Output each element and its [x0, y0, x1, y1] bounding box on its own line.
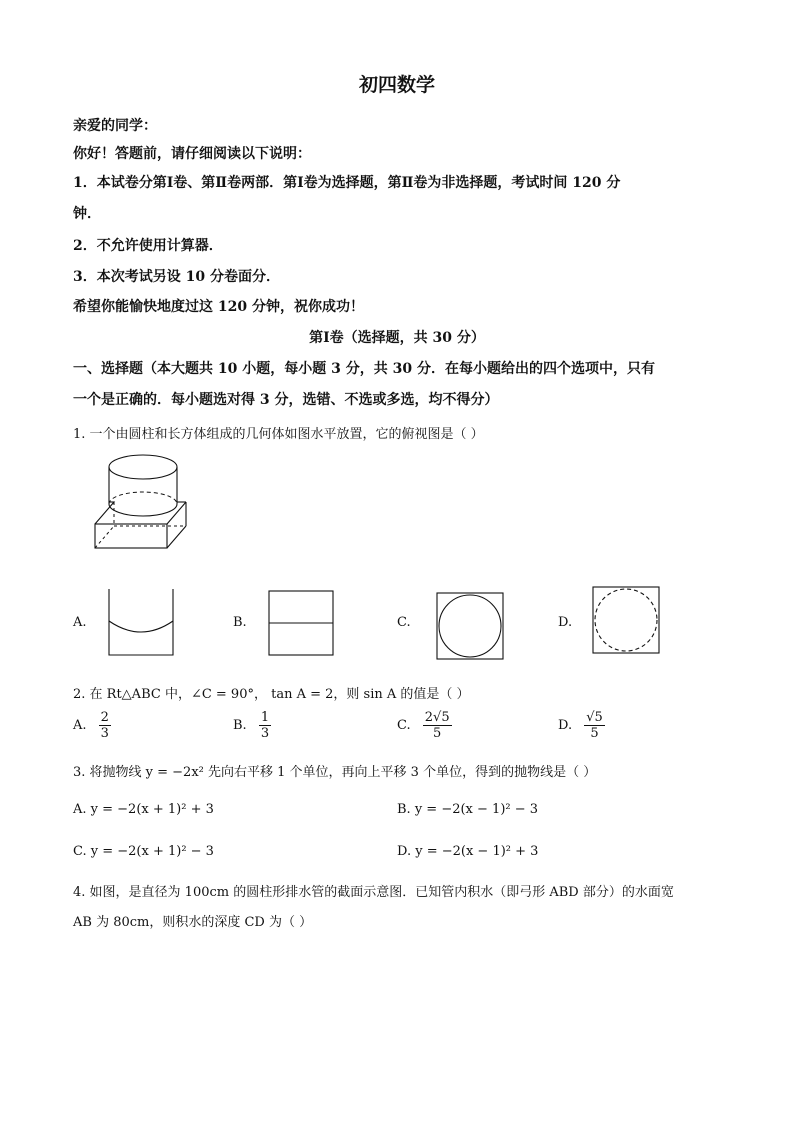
q2-option-b-fraction	[259, 710, 271, 741]
section-instructions-1: 一、选择题（本大题共 10 小题，每小题 3 分，共 30 分．在每小题给出的四个选项中，只有	[73, 361, 655, 377]
q3-stem: 3. 将抛物线 y = −2x² 先向右平移 1 个单位，再向上平移 3 个单位，得到的抛物线是（ ）	[73, 765, 597, 780]
q1-solid-figure	[90, 452, 200, 552]
q2-option-d-fraction	[584, 710, 605, 741]
q2-b-denominator: 3	[260, 726, 270, 741]
rule-3: 3．本次考试另设 10 分卷面分．	[73, 269, 280, 285]
q3-option-c[interactable]: C. y = −2(x + 1)² − 3	[73, 844, 214, 859]
q2-option-a[interactable]	[73, 710, 111, 741]
q1-option-c-figure[interactable]	[436, 592, 504, 660]
page-title: 初四数学	[358, 74, 435, 96]
greeting: 亲爱的同学：	[73, 118, 157, 134]
q2-b-numerator: 1	[260, 710, 270, 725]
q3-option-b[interactable]: B. y = −2(x − 1)² − 3	[397, 802, 539, 817]
q2-stem: 2. 在 Rt△ABC 中，∠C = 90°， tan A = 2，则 sin A 的值是（ ）	[73, 687, 470, 702]
q2-option-d[interactable]	[558, 710, 605, 741]
q2-a-numerator: 2	[100, 710, 109, 725]
q1-option-a-figure[interactable]	[108, 588, 174, 656]
q1-stem: 1. 一个由圆柱和长方体组成的几何体如图水平放置，它的俯视图是（ ）	[73, 427, 484, 442]
q2-option-c[interactable]	[397, 710, 452, 741]
q2-option-b[interactable]	[233, 710, 271, 741]
q2-option-c-fraction	[423, 710, 452, 741]
q3-option-a[interactable]: A. y = −2(x + 1)² + 3	[73, 802, 214, 817]
q1-option-d-label[interactable]: D.	[558, 615, 573, 630]
q2-c-denominator: 5	[433, 726, 442, 741]
q1-option-b-figure[interactable]	[268, 590, 334, 656]
section-instructions-2: 一个是正确的．每小题选对得 3 分，选错、不选或多选，均不得分）	[73, 392, 499, 408]
q2-d-denominator: 5	[590, 726, 599, 741]
q1-option-b-label[interactable]: B.	[233, 615, 247, 630]
q1-option-c-label[interactable]: C.	[397, 615, 411, 630]
rule-2: 2．不允许使用计算器．	[73, 238, 223, 254]
q2-a-denominator: 3	[100, 726, 109, 741]
q1-option-a-label[interactable]: A.	[73, 615, 87, 630]
q2-c-numerator: 2√5	[424, 710, 450, 725]
wish: 希望你能愉快地度过这 120 分钟，祝你成功！	[73, 299, 364, 315]
q2-option-a-fraction	[99, 710, 111, 741]
q2-option-a-label: A.	[73, 718, 87, 733]
q4-stem-line-2: AB 为 80cm，则积水的深度 CD 为（ ）	[73, 915, 313, 930]
q2-option-d-label: D.	[558, 718, 573, 733]
q2-option-b-label: B.	[233, 718, 247, 733]
section-heading: 第Ⅰ卷（选择题，共 30 分）	[309, 330, 485, 346]
q4-stem-line-1: 4. 如图，是直径为 100cm 的圆柱形排水管的截面示意图．已知管内积水（即弓形 ABD 部分）的水面宽	[73, 885, 674, 900]
rule-1-line-2: 钟．	[73, 206, 101, 222]
q1-option-d-figure[interactable]	[592, 586, 660, 654]
q2-d-numerator: √5	[586, 710, 603, 725]
q2-option-c-label: C.	[397, 718, 411, 733]
q3-option-d[interactable]: D. y = −2(x − 1)² + 3	[397, 844, 539, 859]
rule-1-line-1: 1．本试卷分第Ⅰ卷、第Ⅱ卷两部．第Ⅰ卷为选择题，第Ⅱ卷为非选择题，考试时间 120 分	[73, 175, 621, 191]
instructions-intro: 你好！答题前，请仔细阅读以下说明：	[73, 146, 311, 162]
